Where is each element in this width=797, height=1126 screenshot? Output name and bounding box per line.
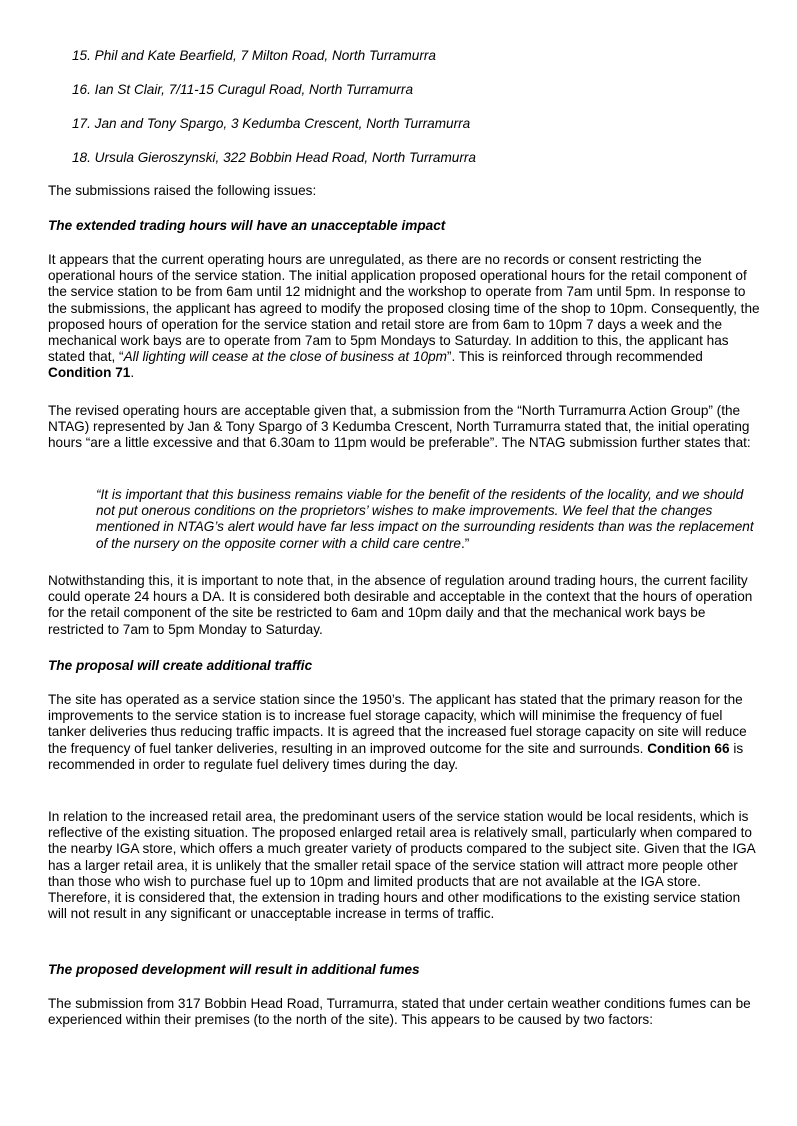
section-heading-traffic: The proposal will create additional traffic xyxy=(48,658,313,673)
paragraph: The submission from 317 Bobbin Head Road, Turramurra, stated that under certain weather conditions fumes can be experienced within their premises (to the north of the site). This appears to be caused by two factors: xyxy=(48,996,751,1028)
ntag-blockquote: “It is important that this business remains viable for the benefit of the residents of the locality, and we should not put onerous conditions on the proprietors’ wishes to make improvements. We feel that the changes mentioned in NTAG’s alert would have far less impact on the surrounding residents than was the replacement of the nursery on the opposite corner with a child care centre.” xyxy=(96,487,754,551)
paragraph: Notwithstanding this, it is important to note that, in the absence of regulation around trading hours, the current facility could operate 24 hours a DA. It is considered both desirable and acceptable in the context that the hours of operation for the retail component of the site be restricted to 6am and 10pm daily and that the mechanical work bays be restricted to 7am to 5pm Monday to Saturday. xyxy=(48,573,753,637)
condition-71-ref: Condition 71 xyxy=(48,365,131,381)
paragraph: The site has operated as a service station since the 1950’s. The applicant has stated that the primary reason for the improvements to the service station is to increase fuel storage capacity, which will minimise the frequency of fuel tanker deliveries thus reducing traffic impacts. It is agreed that the increased fuel storage capacity on site will reduce the frequency of fuel tanker deliveries, resulting in an improved outcome for the site and surrounds. Condition 66 is recommended in order to regulate fuel delivery times during the day. xyxy=(48,692,747,772)
lighting-quote: All lighting will cease at the close of business at 10pm xyxy=(123,349,447,365)
paragraph: It appears that the current operating hours are unregulated, as there are no records or consent restricting the operational hours of the service station. The initial application proposed operational hours for the retail component of the service station to be from 6am until 12 midnight and the workshop to operate from 7am until 5pm. In response to the submissions, the applicant has agreed to modify the proposed closing time of the shop to 10pm. Consequently, the proposed hours of operation for the service station and retail store are from 6am to 10pm 7 days a week and the mechanical work bays are to operate from 7am to 5pm Mondays to Saturday. In addition to this, the applicant has stated that, “All lighting will cease at the close of business at 10pm”. This is reinforced through recommended Condition 71. xyxy=(48,252,760,381)
intro-text: The submissions raised the following issues: xyxy=(48,183,317,198)
section-heading-trading-hours: The extended trading hours will have an unacceptable impact xyxy=(48,218,446,233)
condition-66-ref: Condition 66 xyxy=(647,740,730,756)
submitter-list-item: 17. Jan and Tony Spargo, 3 Kedumba Crescent, North Turramurra xyxy=(72,116,471,131)
submitter-list-item: 15. Phil and Kate Bearfield, 7 Milton Road, North Turramurra xyxy=(72,48,436,63)
paragraph: The revised operating hours are acceptable given that, a submission from the “North Turramurra Action Group” (the NTAG) represented by Jan & Tony Spargo of 3 Kedumba Crescent, North Turramurra stated that, the initial operating hours “are a little excessive and that 6.30am to 11pm would be preferable”. The NTAG submission further states that: xyxy=(48,403,751,451)
submitter-list-item: 18. Ursula Gieroszynski, 322 Bobbin Head Road, North Turramurra xyxy=(72,150,476,165)
section-heading-fumes: The proposed development will result in additional fumes xyxy=(48,962,420,977)
submitter-list-item: 16. Ian St Clair, 7/11-15 Curagul Road, North Turramurra xyxy=(72,82,414,97)
paragraph: In relation to the increased retail area, the predominant users of the service station would be local residents, which is reflective of the existing situation. The proposed enlarged retail area is relatively small, particularly when compared to the nearby IGA store, which offers a much greater variety of products compared to the subject site. Given that the IGA has a larger retail area, it is unlikely that the smaller retail space of the service station will attract more people other than those who wish to purchase fuel up to 10pm and limited products that are not available at the IGA store. Therefore, it is considered that, the extension in trading hours and other modifications to the existing service station will not result in any significant or unacceptable increase in terms of traffic. xyxy=(48,809,755,922)
